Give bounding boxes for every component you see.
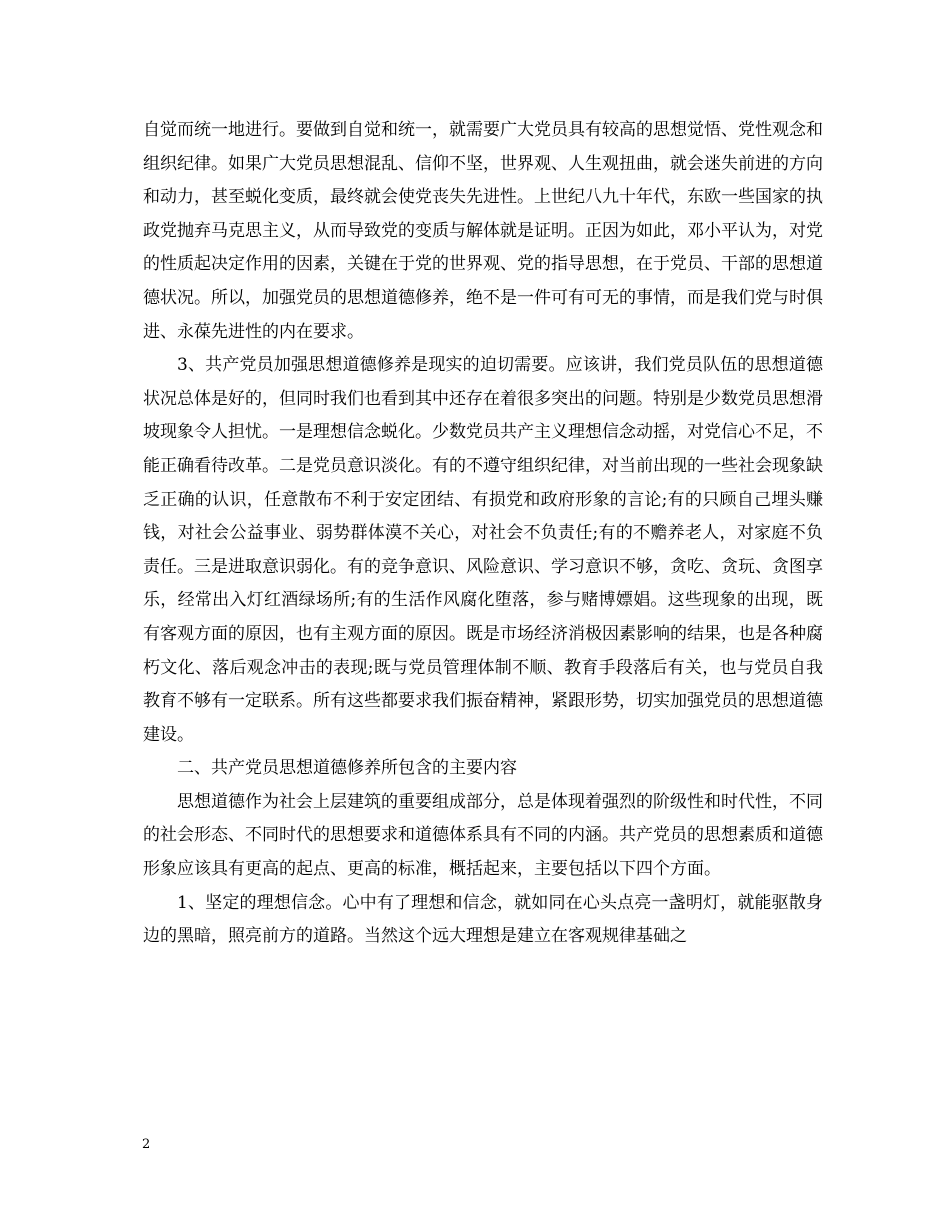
paragraph-intro: 思想道德作为社会上层建筑的重要组成部分，总是体现着强烈的阶级性和时代性，不同的社会形态、不同时代的思想要求和道德体系具有不同的内涵。共产党员的思想素质和道德形象应该具有更高的起点、更高的标准，概括起来，主要包括以下四个方面。 xyxy=(143,791,823,880)
paragraph-point-3: 3、共产党员加强思想道德修养是现实的迫切需要。应该讲，我们党员队伍的思想道德状况总体是好的，但同时我们也看到其中还存在着很多突出的问题。特别是少数党员思想滑坡现象令人担忧。一是理想信念蜕化。少数党员共产主义理想信念动摇，对党信心不足，不能正确看待改革。二是党员意识淡化。有的不遵守组织纪律，对当前出现的一些社会现象缺乏正确的认识，任意散布不利于安定团结、有损党和政府形象的言论;有的只顾自己埋头赚钱，对社会公益事业、弱势群体漠不关心，对社会不负责任;有的不赡养老人，对家庭不负责任。三是进取意识弱化。有的竞争意识、风险意识、学习意识不够，贪吃、贪玩、贪图享乐，经常出入灯红酒绿场所;有的生活作风腐化堕落，参与赌博嫖娼。这些现象的出现，既有客观方面的原因，也有主观方面的原因。既是市场经济消极因素影响的结果，也是各种腐朽文化、落后观念冲击的表现;既与党员管理体制不顺、教育手段落后有关，也与党员自我教育不够有一定联系。所有这些都要求我们振奋精神，紧跟形势，切实加强党员的思想道德建设。 xyxy=(143,355,823,745)
paragraph-point-1: 1、坚定的理想信念。心中有了理想和信念，就如同在心头点亮一盏明灯，就能驱散身边的黑暗，照亮前方的道路。当然这个远大理想是建立在客观规律基础之 xyxy=(143,892,823,947)
page-number: 2 xyxy=(142,1137,151,1152)
paragraph-continuation: 自觉而统一地进行。要做到自觉和统一，就需要广大党员具有较高的思想觉悟、党性观念和组织纪律。如果广大党员思想混乱、信仰不坚，世界观、人生观扭曲，就会迷失前进的方向和动力，甚至蜕化变质，最终就会使党丧失先进性。上世纪八九十年代，东欧一些国家的执政党抛弃马克思主义，从而导致党的变质与解体就是证明。正因为如此，邓小平认为，对党的性质起决定作用的因素，关键在于党的世界观、党的指导思想，在于党员、干部的思想道德状况。所以，加强党员的思想道德修养，绝不是一件可有可无的事情，而是我们党与时俱进、永葆先进性的内在要求。 xyxy=(143,120,823,342)
body-text xyxy=(143,114,823,954)
section-heading: 二、共产党员思想道德修养所包含的主要内容 xyxy=(177,758,517,779)
